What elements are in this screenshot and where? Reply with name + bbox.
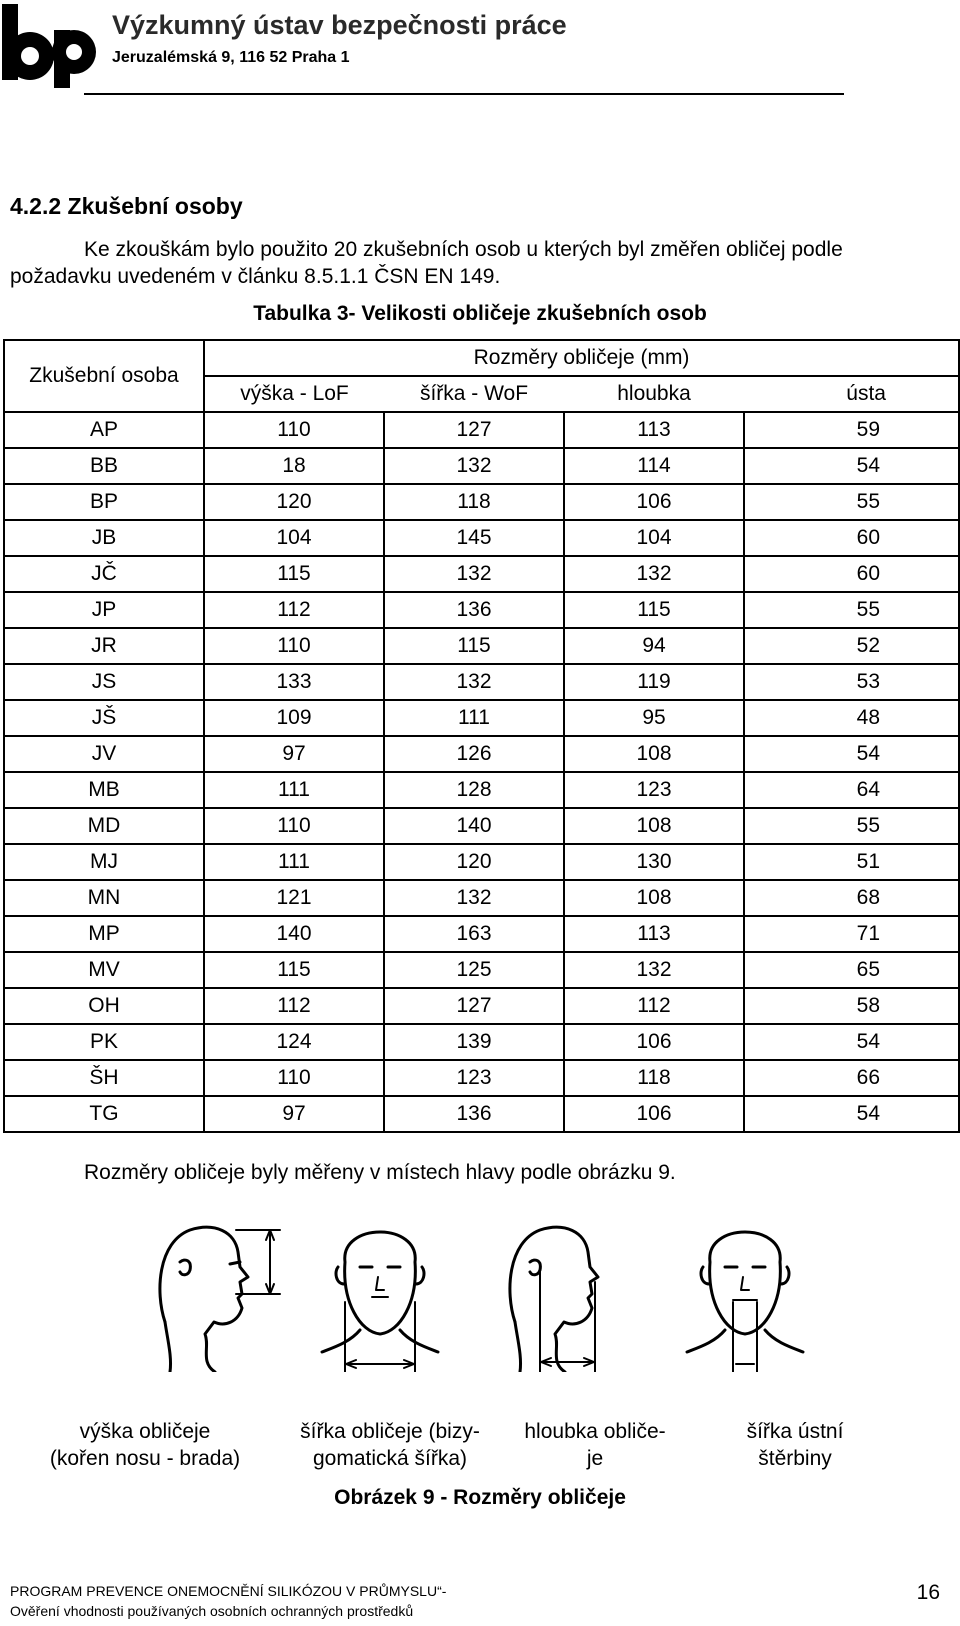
value-cell: 48 [744,700,959,736]
column-header-subject: Zkušební osoba [4,340,204,412]
table-row [4,412,959,448]
value-cell: 127 [384,412,564,448]
figure-label-depth: hloubka obliče- je [524,1420,666,1470]
value-cell: 118 [564,1060,744,1096]
value-cell: 130 [564,844,744,880]
value-cell: 108 [564,880,744,916]
value-cell: 120 [384,844,564,880]
table-row [4,988,959,1024]
value-cell: 123 [384,1060,564,1096]
value-cell: 65 [744,952,959,988]
column-header: výška - LoF [204,376,384,412]
value-cell: 112 [564,988,744,1024]
value-cell: 136 [384,592,564,628]
value-cell: 145 [384,520,564,556]
value-cell: 59 [744,412,959,448]
organization-address: Jeruzalémská 9, 116 52 Praha 1 [112,49,350,66]
value-cell: 132 [564,952,744,988]
value-cell: 126 [384,736,564,772]
column-header: hloubka [564,376,744,412]
table-row [4,916,959,952]
value-cell: 104 [564,520,744,556]
value-cell: 108 [564,736,744,772]
value-cell: 123 [564,772,744,808]
subject-cell: AP [4,412,204,448]
value-cell: 54 [744,1024,959,1060]
value-cell: 53 [744,664,959,700]
value-cell: 119 [564,664,744,700]
figure-label-height: výška obličeje (kořen nosu - brada) [49,1420,241,1470]
subject-cell: OH [4,988,204,1024]
page-number: 16 [916,1581,940,1604]
subject-cell: BP [4,484,204,520]
value-cell: 133 [204,664,384,700]
subject-cell: ŠH [4,1060,204,1096]
value-cell: 114 [564,448,744,484]
vubp-logo [0,0,100,90]
subject-cell: PK [4,1024,204,1060]
value-cell: 111 [204,844,384,880]
table-row [4,772,959,808]
value-cell: 54 [744,448,959,484]
value-cell: 120 [204,484,384,520]
table-row [4,1096,959,1132]
value-cell: 106 [564,484,744,520]
frontal-width-figure [322,1232,438,1372]
value-cell: 128 [384,772,564,808]
table-row [4,592,959,628]
profile-depth-figure [510,1227,598,1372]
value-cell: 54 [744,1096,959,1132]
value-cell: 54 [744,736,959,772]
header-divider [84,93,844,95]
value-cell: 55 [744,484,959,520]
figure-caption: Obrázek 9 - Rozměry obličeje [334,1486,626,1509]
figure-label-width: šířka obličeje (bizy- gomatická šířka) [300,1420,480,1470]
value-cell: 115 [204,556,384,592]
value-cell: 113 [564,916,744,952]
value-cell: 104 [204,520,384,556]
frontal-mouth-figure [687,1232,803,1372]
subject-cell: MB [4,772,204,808]
value-cell: 94 [564,628,744,664]
value-cell: 111 [204,772,384,808]
value-cell: 97 [204,736,384,772]
subject-cell: JP [4,592,204,628]
value-cell: 132 [384,556,564,592]
value-cell: 112 [204,988,384,1024]
table-row [4,700,959,736]
value-cell: 66 [744,1060,959,1096]
table-row [4,484,959,520]
value-cell: 106 [564,1096,744,1132]
value-cell: 121 [204,880,384,916]
value-cell: 18 [204,448,384,484]
value-cell: 110 [204,808,384,844]
organization-name: Výzkumný ústav bezpečnosti práce [112,10,567,40]
value-cell: 139 [384,1024,564,1060]
subject-cell: JS [4,664,204,700]
value-cell: 132 [564,556,744,592]
profile-height-figure [160,1227,280,1372]
value-cell: 124 [204,1024,384,1060]
value-cell: 115 [204,952,384,988]
section-heading: 4.2.2 Zkušební osoby [10,193,243,219]
table-row [4,628,959,664]
intro-paragraph [10,236,950,290]
column-group-header: Rozměry obličeje (mm) [204,340,959,376]
subject-cell: TG [4,1096,204,1132]
value-cell: 125 [384,952,564,988]
value-cell: 127 [384,988,564,1024]
intro-line: Ke zkouškám bylo použito 20 zkušebních osob u kterých byl změřen obličej podle [84,238,843,261]
subject-cell: BB [4,448,204,484]
table-row [4,664,959,700]
value-cell: 106 [564,1024,744,1060]
subject-cell: MV [4,952,204,988]
measurement-note: Rozměry obličeje byly měřeny v místech hlavy podle obrázku 9. [84,1161,676,1184]
table-row [4,1060,959,1096]
intro-line: požadavku uvedeném v článku 8.5.1.1 ČSN EN 149. [10,265,501,288]
value-cell: 132 [384,448,564,484]
table-row [4,880,959,916]
value-cell: 140 [384,808,564,844]
face-measurement-illustrations [0,1222,960,1372]
value-cell: 60 [744,556,959,592]
table-caption: Tabulka 3- Velikosti obličeje zkušebních osob [253,302,707,325]
value-cell: 140 [204,916,384,952]
value-cell: 64 [744,772,959,808]
value-cell: 136 [384,1096,564,1132]
value-cell: 118 [384,484,564,520]
value-cell: 112 [204,592,384,628]
subject-cell: JV [4,736,204,772]
table-row [4,556,959,592]
value-cell: 68 [744,880,959,916]
value-cell: 55 [744,808,959,844]
subject-cell: MP [4,916,204,952]
value-cell: 52 [744,628,959,664]
subject-cell: JŠ [4,700,204,736]
footer-program-title: PROGRAM PREVENCE ONEMOCNĚNÍ SILIKÓZOU V PRŮMYSLU“- [10,1583,447,1599]
value-cell: 110 [204,628,384,664]
value-cell: 113 [564,412,744,448]
value-cell: 110 [204,1060,384,1096]
subject-cell: MD [4,808,204,844]
column-header: ústa [744,376,959,412]
subject-cell: JČ [4,556,204,592]
subject-cell: MN [4,880,204,916]
column-header: šířka - WoF [384,376,564,412]
value-cell: 108 [564,808,744,844]
figure-label-mouth: šířka ústní štěrbiny [746,1420,844,1470]
value-cell: 109 [204,700,384,736]
value-cell: 71 [744,916,959,952]
value-cell: 97 [204,1096,384,1132]
table-row [4,952,959,988]
subject-cell: JB [4,520,204,556]
footer-subtitle: Ověření vhodnosti používaných osobních ochranných prostředků [10,1603,414,1619]
table-row [4,448,959,484]
subject-cell: JR [4,628,204,664]
table-row [4,736,959,772]
value-cell: 111 [384,700,564,736]
table-row [4,844,959,880]
value-cell: 60 [744,520,959,556]
value-cell: 55 [744,592,959,628]
value-cell: 132 [384,664,564,700]
subject-cell: MJ [4,844,204,880]
value-cell: 58 [744,988,959,1024]
value-cell: 163 [384,916,564,952]
value-cell: 95 [564,700,744,736]
table-row [4,808,959,844]
value-cell: 51 [744,844,959,880]
table-row [4,1024,959,1060]
table-row [4,520,959,556]
value-cell: 110 [204,412,384,448]
face-dimensions-table [3,339,960,1133]
value-cell: 132 [384,880,564,916]
value-cell: 115 [564,592,744,628]
value-cell: 115 [384,628,564,664]
